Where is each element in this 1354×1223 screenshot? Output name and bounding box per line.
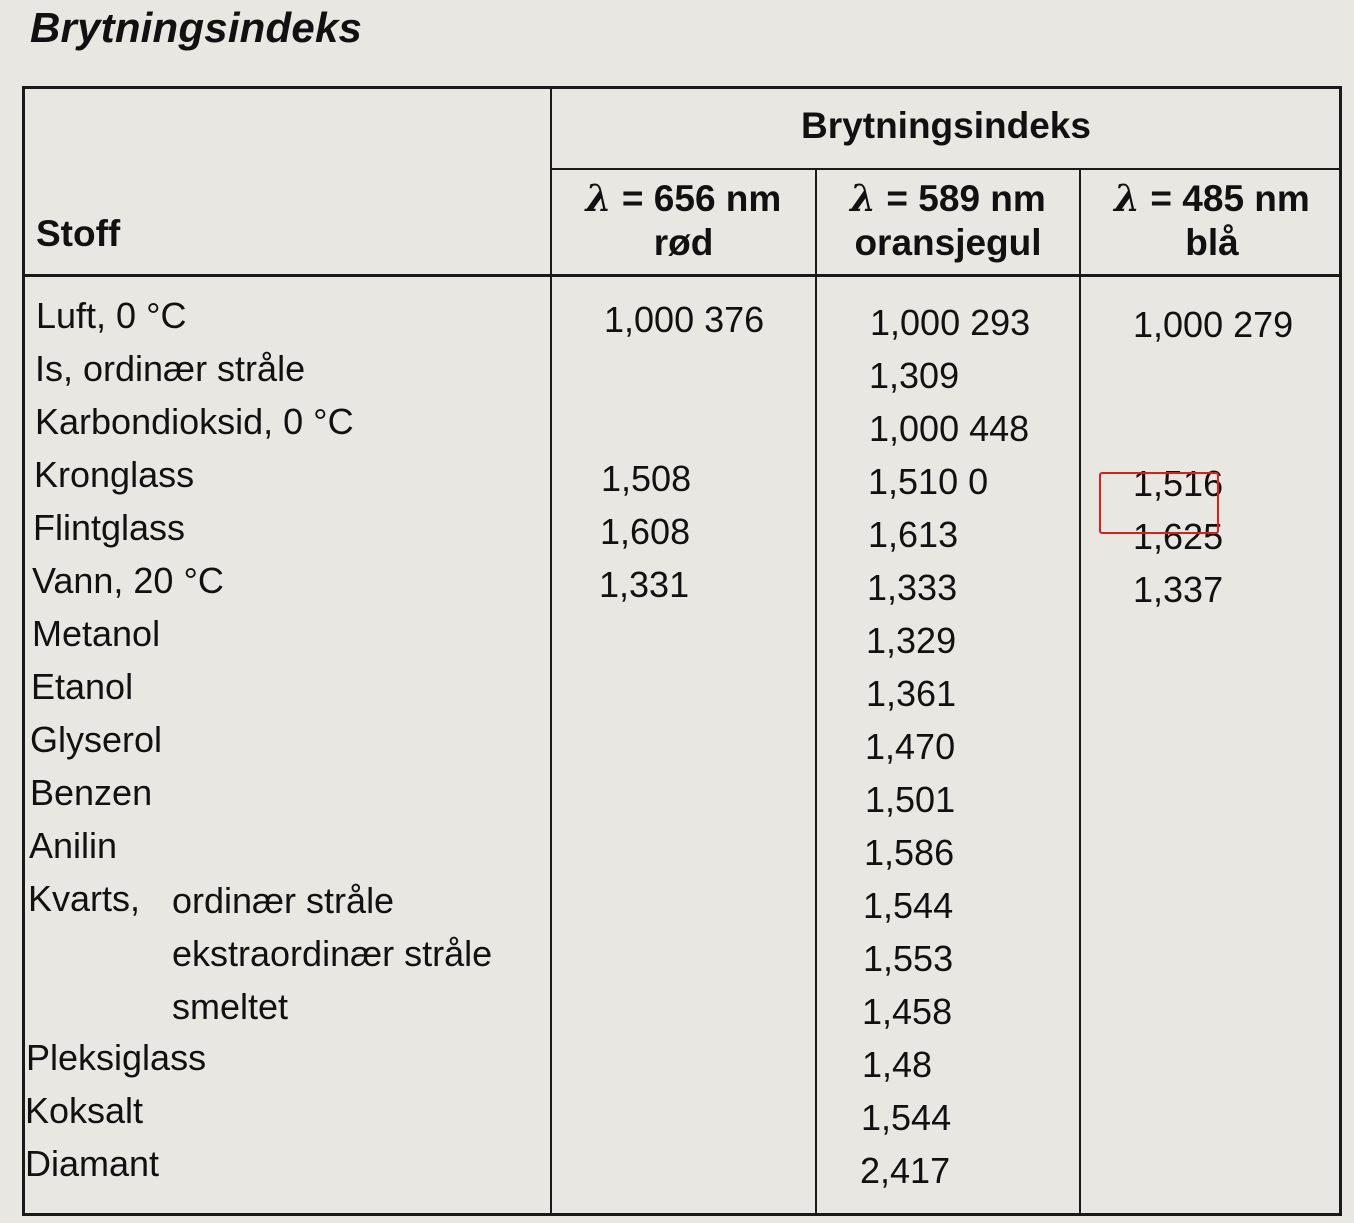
header-col-589-color: oransjegul xyxy=(854,222,1042,263)
stoff-sub-cell: ordinær stråle xyxy=(172,880,395,921)
value-cell-589: 1,553 xyxy=(863,938,954,979)
column-divider-656 xyxy=(815,170,817,1214)
value-cell-485: 1,000 279 xyxy=(1133,304,1294,345)
stoff-sub-cell: ekstraordinær stråle xyxy=(172,933,493,974)
page-title: Brytningsindeks xyxy=(30,4,363,51)
stoff-cell: Luft, 0 °C xyxy=(36,295,187,336)
value-cell-589: 1,613 xyxy=(868,514,959,555)
header-bottom-rule xyxy=(25,274,1340,277)
value-cell-485: 1,337 xyxy=(1133,569,1224,610)
header-col-589 xyxy=(817,176,1079,265)
value-cell-589: 1,586 xyxy=(864,832,955,873)
stoff-cell: Diamant xyxy=(25,1143,160,1184)
lambda-symbol: λ xyxy=(850,176,877,220)
stoff-cell: Anilin xyxy=(29,825,118,866)
header-col-485 xyxy=(1081,176,1343,265)
header-col-656-color: rød xyxy=(653,222,714,263)
header-col-589-wavelength: = 589 nm xyxy=(886,178,1046,219)
value-cell-589: 1,309 xyxy=(869,355,960,396)
value-cell-589: 1,458 xyxy=(862,991,953,1032)
stoff-cell: Karbondioksid, 0 °C xyxy=(35,401,354,442)
value-cell-589: 1,544 xyxy=(861,1097,952,1138)
header-col-485-wavelength: = 485 nm xyxy=(1150,178,1310,219)
stoff-cell: Etanol xyxy=(31,666,134,707)
header-col-656 xyxy=(552,176,815,265)
value-cell-589: 1,510 0 xyxy=(868,461,989,502)
value-cell-589: 1,329 xyxy=(866,620,957,661)
value-cell-589: 2,417 xyxy=(860,1150,951,1191)
stoff-cell: Benzen xyxy=(30,772,153,813)
value-cell-589: 1,361 xyxy=(866,673,957,714)
stoff-cell: Koksalt xyxy=(25,1090,144,1131)
header-col-485-color: blå xyxy=(1185,222,1239,263)
value-cell-656: 1,331 xyxy=(599,564,690,605)
stoff-cell: Flintglass xyxy=(33,507,186,548)
value-cell-589: 1,333 xyxy=(867,567,958,608)
value-cell-656: 1,608 xyxy=(600,511,691,552)
value-cell-589: 1,48 xyxy=(862,1044,933,1085)
stoff-cell: Glyserol xyxy=(30,719,163,760)
group-header-divider xyxy=(552,168,1340,170)
column-divider-589 xyxy=(1079,170,1081,1214)
stoff-sub-cell: smeltet xyxy=(172,986,289,1027)
value-cell-589: 1,501 xyxy=(865,779,956,820)
stoff-cell: Kvarts, xyxy=(28,878,141,919)
stoff-cell: Kronglass xyxy=(34,454,195,495)
header-stoff: Stoff xyxy=(36,213,121,254)
value-cell-589: 1,544 xyxy=(863,885,954,926)
lambda-symbol: λ xyxy=(585,176,612,220)
stoff-cell: Is, ordinær stråle xyxy=(35,348,306,389)
value-cell-589: 1,000 293 xyxy=(870,302,1031,343)
header-col-656-wavelength: = 656 nm xyxy=(621,178,782,219)
highlight-box xyxy=(1099,472,1219,534)
stoff-cell: Metanol xyxy=(32,613,161,654)
value-cell-589: 1,000 448 xyxy=(869,408,1030,449)
value-cell-589: 1,470 xyxy=(865,726,956,767)
value-cell-656: 1,508 xyxy=(601,458,692,499)
lambda-symbol: λ xyxy=(1114,176,1141,220)
stoff-cell: Pleksiglass xyxy=(26,1037,207,1078)
value-cell-656: 1,000 376 xyxy=(604,299,765,340)
header-brytningsindeks: Brytningsindeks xyxy=(801,105,1091,146)
value-cell-485: 1,516 xyxy=(1133,463,1224,504)
value-cell-485: 1,625 xyxy=(1133,516,1224,557)
stoff-cell: Vann, 20 °C xyxy=(32,560,224,601)
